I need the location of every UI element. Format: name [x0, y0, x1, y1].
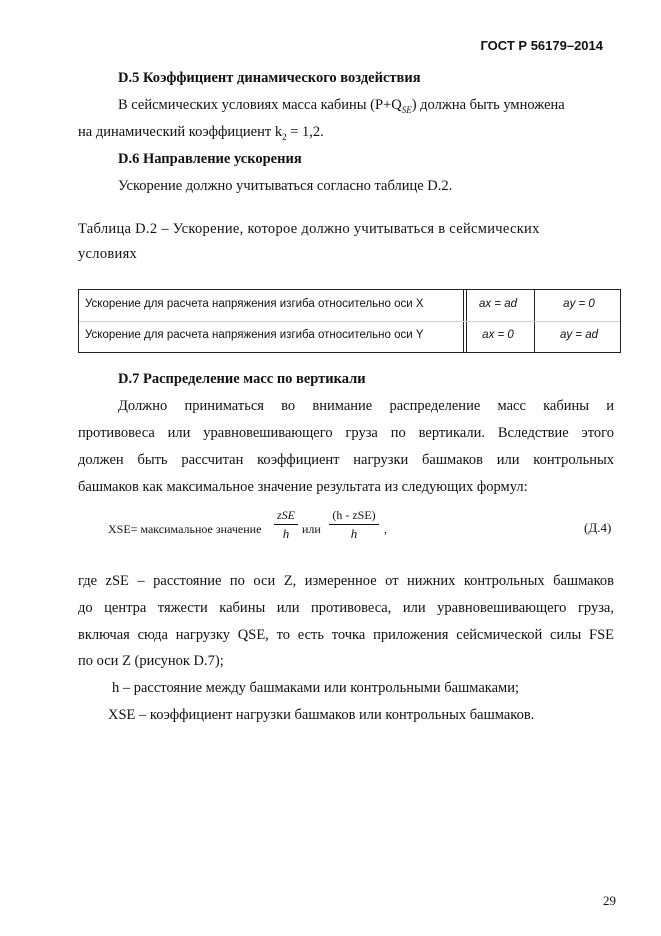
table-caption-line2: условиях — [78, 246, 138, 262]
where-x-definition: XSE – коэффициент нагрузки башмаков или контрольных башмаков. — [108, 707, 535, 723]
fraction-numerator: (h - zSE) — [332, 508, 376, 522]
fraction-denominator: h — [350, 526, 358, 541]
fraction-bar — [274, 524, 298, 525]
document-code: ГОСТ Р 56179–2014 — [480, 38, 603, 53]
fraction-numerator: zSE — [277, 508, 295, 522]
d5-line1-sub: SE — [401, 104, 412, 115]
d7-paragraph-line: башмаков как максимальное значение результата из следующих формул: — [78, 479, 528, 495]
section-d6-title: D.6 Направление ускорения — [118, 151, 302, 167]
where-h-definition: h – расстояние между башмаками или контрольными башмаками; — [112, 680, 520, 696]
table-cell-label: Ускорение для расчета напряжения изгиба относительно оси Y — [85, 329, 424, 341]
table-caption-line1: Таблица D.2 – Ускорение, которое должно учитываться в сейсмических — [78, 221, 540, 237]
where-line: до центра тяжести кабины или противовеса, или уравновешивающего груза, — [78, 600, 614, 616]
d5-line2-sub: 2 — [282, 131, 287, 142]
table-row — [79, 290, 620, 322]
d5-line2-text: на динамический коэффициент k — [78, 124, 283, 140]
section-d5-title: D.5 Коэффициент динамического воздействия — [118, 70, 421, 86]
fraction-denominator: h — [282, 526, 290, 541]
table-cell-ay: ay = ad — [559, 329, 599, 341]
where-line: где zSE – расстояние по оси Z, измеренное от нижних контрольных башмаков — [78, 573, 614, 589]
section-d5-line2 — [78, 124, 324, 142]
formula-or: или — [302, 522, 321, 536]
d5-line2-end: = 1,2. — [286, 124, 324, 140]
d5-line1-text: В сейсмических условиях масса кабины (P+Q — [118, 97, 402, 113]
d5-line1-end: ) должна быть умножена — [411, 97, 565, 113]
table-cell-label: Ускорение для расчета напряжения изгиба относительно оси X — [85, 298, 424, 310]
formula-tail: , — [384, 522, 387, 536]
section-d5-line1 — [118, 97, 614, 115]
formula-fraction-1 — [274, 508, 298, 542]
where-line: включая сюда нагрузку QSE, то есть точка приложения сейсмической силы FSE — [78, 627, 614, 643]
acceleration-table — [78, 289, 621, 353]
d7-paragraph-line: противовеса или уравновешивающего груза по вертикали. Вследствие этого — [78, 425, 614, 441]
section-d7-title: D.7 Распределение масс по вертикали — [118, 371, 366, 387]
page-number: 29 — [603, 893, 616, 908]
formula-lhs: XSE= максимальное значение — [108, 522, 262, 536]
table-cell-ax: ax = ad — [478, 298, 518, 310]
section-d6-text: Ускорение должно учитываться согласно таблице D.2. — [118, 178, 453, 194]
table-cell-ax: ax = 0 — [482, 329, 514, 341]
d7-paragraph-line: Должно приниматься во внимание распределение масс кабины и — [118, 398, 614, 414]
formula-number: (Д.4) — [584, 520, 612, 535]
table-row — [79, 321, 620, 352]
formula-fraction-2 — [329, 508, 379, 542]
where-line: по оси Z (рисунок D.7); — [78, 653, 224, 669]
table-cell-ay: ay = 0 — [563, 298, 595, 310]
fraction-bar — [329, 524, 379, 525]
d7-paragraph-line: должен быть рассчитан коэффициент нагрузки башмаков или контрольных — [78, 452, 614, 468]
